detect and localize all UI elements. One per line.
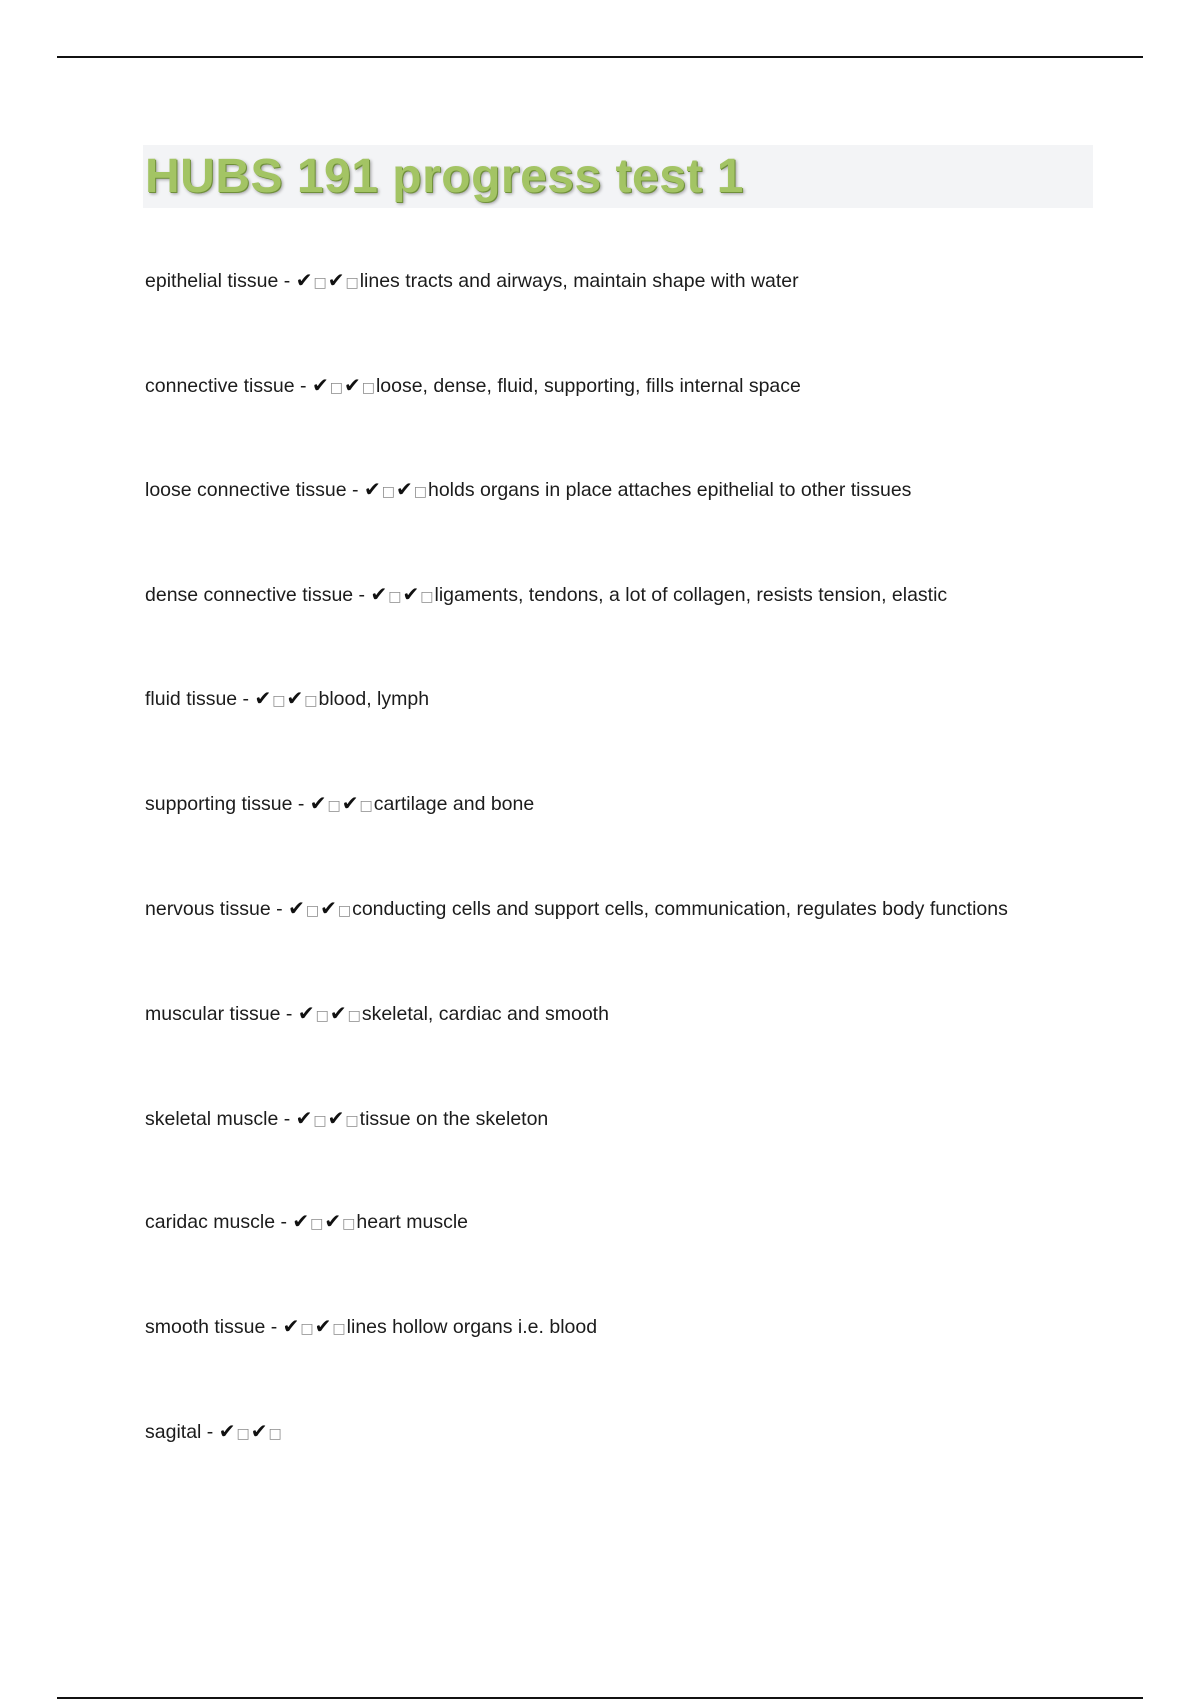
check-mark-icon: ✔ — [295, 268, 313, 292]
term-separator: - — [353, 584, 371, 606]
empty-box-icon: □ — [329, 380, 343, 396]
check-mark-icon: ✔ — [320, 896, 337, 920]
term-separator: - — [275, 1211, 293, 1233]
check-mark-icon: ✔ — [324, 1209, 342, 1233]
flashcard-entry — [145, 477, 911, 504]
entry-term: epithelial tissue — [145, 270, 279, 292]
empty-box-icon: □ — [300, 1321, 314, 1337]
check-mark-icon: ✔ — [329, 1001, 347, 1025]
answer-marks — [288, 898, 352, 920]
empty-box-icon: □ — [347, 1008, 361, 1024]
term-separator: - — [278, 1108, 296, 1130]
entry-definition: lines hollow organs i.e. blood — [346, 1316, 598, 1338]
flashcard-entry — [145, 268, 799, 295]
entry-term: sagital — [145, 1421, 202, 1443]
document-title: HUBS 191 progress test 1 — [145, 150, 744, 203]
empty-box-icon: □ — [361, 380, 375, 396]
check-mark-icon: ✔ — [363, 477, 381, 501]
flashcard-entry — [145, 582, 947, 609]
entry-definition: tissue on the skeleton — [359, 1108, 549, 1130]
empty-box-icon: □ — [332, 1321, 346, 1337]
check-mark-icon: ✔ — [254, 686, 272, 710]
empty-box-icon: □ — [315, 1008, 329, 1024]
answer-marks — [296, 1108, 360, 1130]
empty-box-icon: □ — [420, 589, 434, 605]
entry-term: connective tissue — [145, 375, 295, 397]
check-mark-icon: ✔ — [370, 582, 388, 606]
answer-marks — [298, 1003, 362, 1025]
entry-definition: skeletal, cardiac and smooth — [361, 1003, 609, 1025]
entry-definition: blood, lymph — [318, 688, 430, 710]
term-separator: - — [201, 1421, 219, 1443]
flashcard-entry — [145, 896, 1008, 923]
empty-box-icon: □ — [304, 693, 318, 709]
check-mark-icon: ✔ — [295, 1106, 313, 1130]
entry-term: smooth tissue — [145, 1316, 266, 1338]
check-mark-icon: ✔ — [395, 477, 413, 501]
flashcard-entry — [145, 686, 429, 713]
entry-definition: cartilage and bone — [373, 793, 535, 815]
check-mark-icon: ✔ — [297, 1001, 315, 1025]
check-mark-icon: ✔ — [343, 373, 361, 397]
empty-box-icon: □ — [381, 484, 395, 500]
term-separator: - — [237, 688, 255, 710]
empty-box-icon: □ — [310, 1216, 324, 1232]
empty-box-icon: □ — [313, 1113, 327, 1129]
empty-box-icon: □ — [413, 484, 427, 500]
entry-definition: lines tracts and airways, maintain shape with water — [359, 270, 799, 292]
empty-box-icon: □ — [268, 1426, 282, 1442]
answer-marks — [310, 793, 374, 815]
check-mark-icon: ✔ — [288, 896, 305, 920]
title-banner — [143, 145, 1093, 208]
check-mark-icon: ✔ — [250, 1419, 268, 1443]
check-mark-icon: ✔ — [311, 373, 329, 397]
flashcard-entry — [145, 373, 801, 400]
flashcard-entry — [145, 1314, 597, 1341]
empty-box-icon: □ — [337, 903, 352, 919]
term-separator: - — [346, 479, 364, 501]
entry-definition: holds organs in place attaches epithelial to other tissues — [427, 479, 912, 501]
empty-box-icon: □ — [388, 589, 402, 605]
empty-box-icon: □ — [345, 1113, 359, 1129]
entry-term: skeletal muscle — [145, 1108, 279, 1130]
empty-box-icon: □ — [359, 798, 373, 814]
check-mark-icon: ✔ — [314, 1314, 332, 1338]
entry-definition: conducting cells and support cells, communication, regulates body functions — [352, 898, 1008, 920]
check-mark-icon: ✔ — [282, 1314, 300, 1338]
empty-box-icon: □ — [342, 1216, 356, 1232]
empty-box-icon: □ — [272, 693, 286, 709]
check-mark-icon: ✔ — [286, 686, 304, 710]
empty-box-icon: □ — [236, 1426, 250, 1442]
term-separator: - — [265, 1316, 283, 1338]
answer-marks — [296, 270, 360, 292]
empty-box-icon: □ — [313, 275, 327, 291]
term-separator: - — [294, 375, 312, 397]
answer-marks — [312, 375, 376, 397]
check-mark-icon: ✔ — [218, 1419, 236, 1443]
answer-marks — [364, 479, 428, 501]
check-mark-icon: ✔ — [402, 582, 420, 606]
flashcard-entry — [145, 1106, 548, 1133]
term-separator: - — [278, 270, 296, 292]
term-separator: - — [280, 1003, 298, 1025]
entry-term: loose connective tissue — [145, 479, 347, 501]
flashcard-entry — [145, 791, 534, 818]
flashcard-entry — [145, 1419, 283, 1446]
answer-marks — [292, 1211, 356, 1233]
answer-marks — [254, 688, 318, 710]
header-rule — [57, 56, 1143, 58]
check-mark-icon: ✔ — [309, 791, 327, 815]
entry-term: muscular tissue — [145, 1003, 281, 1025]
entry-definition: ligaments, tendons, a lot of collagen, resists tension, elastic — [434, 584, 948, 606]
answer-marks — [370, 584, 434, 606]
entry-definition: heart muscle — [356, 1211, 469, 1233]
check-mark-icon: ✔ — [327, 268, 345, 292]
entry-term: nervous tissue — [145, 898, 271, 920]
term-separator: - — [292, 793, 310, 815]
entry-term: dense connective tissue — [145, 584, 354, 606]
empty-box-icon: □ — [305, 903, 320, 919]
check-mark-icon: ✔ — [341, 791, 359, 815]
footer-rule — [57, 1697, 1143, 1699]
entry-term: fluid tissue — [145, 688, 238, 710]
entry-term: supporting tissue — [145, 793, 293, 815]
answer-marks — [219, 1421, 283, 1443]
flashcard-entry — [145, 1001, 609, 1028]
empty-box-icon: □ — [327, 798, 341, 814]
entry-term: caridac muscle — [145, 1211, 276, 1233]
answer-marks — [283, 1316, 347, 1338]
empty-box-icon: □ — [345, 275, 359, 291]
entry-definition: loose, dense, fluid, supporting, fills internal space — [375, 375, 801, 397]
term-separator: - — [270, 898, 289, 920]
flashcard-entry — [145, 1209, 468, 1236]
check-mark-icon: ✔ — [327, 1106, 345, 1130]
check-mark-icon: ✔ — [292, 1209, 310, 1233]
